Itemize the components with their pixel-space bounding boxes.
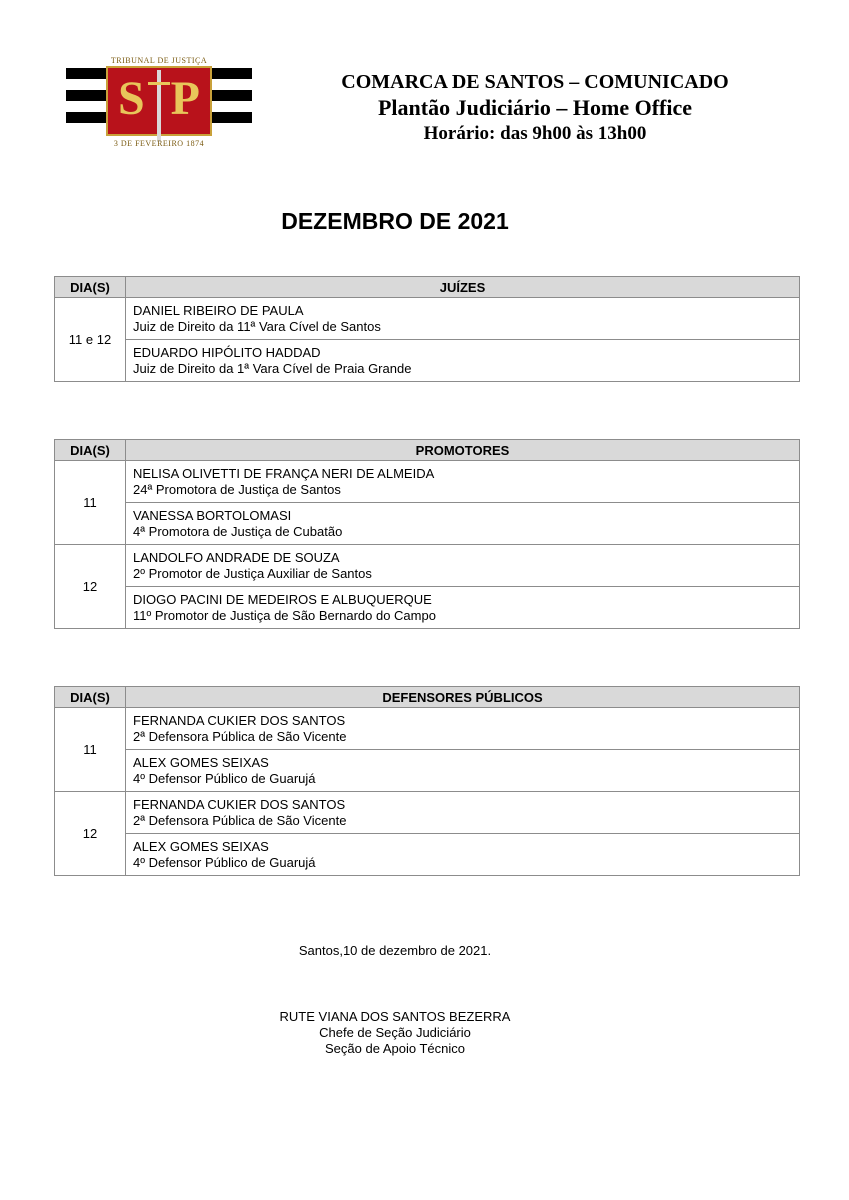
table-row (55, 834, 800, 876)
person-role: 2ª Defensora Pública de São Vicente (133, 729, 347, 744)
header-plantao: Plantão Judiciário – Home Office (377, 95, 693, 120)
person-name: DANIEL RIBEIRO DE PAULA (133, 303, 304, 318)
person-role: Juiz de Direito da 1ª Vara Cível de Praia Grande (133, 361, 412, 376)
group-column-header: PROMOTORES (126, 440, 800, 461)
day-cell: 11 (55, 461, 126, 545)
person-role: 2º Promotor de Justiça Auxiliar de Santos (133, 566, 372, 581)
person-role: 24ª Promotora de Justiça de Santos (133, 482, 341, 497)
person-name: FERNANDA CUKIER DOS SANTOS (133, 797, 346, 812)
logo-seal (106, 66, 212, 136)
table-row (55, 298, 800, 340)
table-row (55, 545, 800, 587)
person-cell (126, 834, 800, 876)
logo-letter-p: P (170, 72, 200, 125)
group-column-header: JUÍZES (126, 277, 800, 298)
person-role: Juiz de Direito da 11ª Vara Cível de Santos (133, 319, 381, 334)
table-row (55, 461, 800, 503)
person-name: NELISA OLIVETTI DE FRANÇA NERI DE ALMEIDA (133, 466, 435, 481)
person-cell (126, 461, 800, 503)
person-name: ALEX GOMES SEIXAS (133, 755, 269, 770)
table-row (55, 587, 800, 629)
person-role: 4º Defensor Público de Guarujá (133, 855, 316, 870)
sword-hilt-icon (148, 82, 170, 85)
person-role: 11º Promotor de Justiça de São Bernardo do Campo (133, 608, 436, 623)
document-header (290, 70, 780, 146)
logo-letter-s: S (118, 72, 145, 125)
defensores-table (54, 686, 800, 876)
person-cell (126, 750, 800, 792)
day-column-header: DIA(S) (55, 440, 126, 461)
person-role: 4ª Promotora de Justiça de Cubatão (133, 524, 343, 539)
person-role: 2ª Defensora Pública de São Vicente (133, 813, 347, 828)
signature-block (0, 1009, 790, 1057)
table-row (55, 750, 800, 792)
person-cell (126, 340, 800, 382)
table-row (55, 792, 800, 834)
table-header-row (55, 440, 800, 461)
person-name: DIOGO PACINI DE MEDEIROS E ALBUQUERQUE (133, 592, 432, 607)
header-comarca: COMARCA DE SANTOS – COMUNICADO (341, 71, 729, 93)
table-header-row (55, 277, 800, 298)
person-role: 4º Defensor Público de Guarujá (133, 771, 316, 786)
person-name: VANESSA BORTOLOMASI (133, 508, 292, 523)
sword-icon (157, 70, 161, 142)
signature-name: RUTE VIANA DOS SANTOS BEZERRA (279, 1009, 511, 1024)
day-cell: 12 (55, 545, 126, 629)
tribunal-logo (66, 56, 252, 174)
person-cell (126, 298, 800, 340)
day-column-header: DIA(S) (55, 277, 126, 298)
person-name: LANDOLFO ANDRADE DE SOUZA (133, 550, 340, 565)
header-horario: Horário: das 9h00 às 13h00 (423, 123, 647, 144)
signature-dept: Seção de Apoio Técnico (325, 1041, 465, 1056)
table-header-row (55, 687, 800, 708)
person-cell (126, 792, 800, 834)
person-cell (126, 708, 800, 750)
day-cell: 11 (55, 708, 126, 792)
juizes-table (54, 276, 800, 382)
logo-top-text: TRIBUNAL DE JUSTIÇA (110, 56, 208, 65)
person-cell (126, 503, 800, 545)
signature-title: Chefe de Seção Judiciário (319, 1025, 471, 1040)
logo-bottom-text: 3 DE FEVEREIRO 1874 (113, 139, 205, 148)
person-cell (126, 587, 800, 629)
table-row (55, 340, 800, 382)
day-cell: 12 (55, 792, 126, 876)
day-cell: 11 e 12 (55, 298, 126, 382)
person-name: EDUARDO HIPÓLITO HADDAD (133, 345, 321, 360)
group-column-header: DEFENSORES PÚBLICOS (126, 687, 800, 708)
table-row (55, 503, 800, 545)
person-name: FERNANDA CUKIER DOS SANTOS (133, 713, 346, 728)
document-date: Santos,10 de dezembro de 2021. (298, 943, 492, 958)
person-name: ALEX GOMES SEIXAS (133, 839, 269, 854)
table-row (55, 708, 800, 750)
person-cell (126, 545, 800, 587)
day-column-header: DIA(S) (55, 687, 126, 708)
promotores-table (54, 439, 800, 629)
page-title: DEZEMBRO DE 2021 (281, 208, 509, 234)
